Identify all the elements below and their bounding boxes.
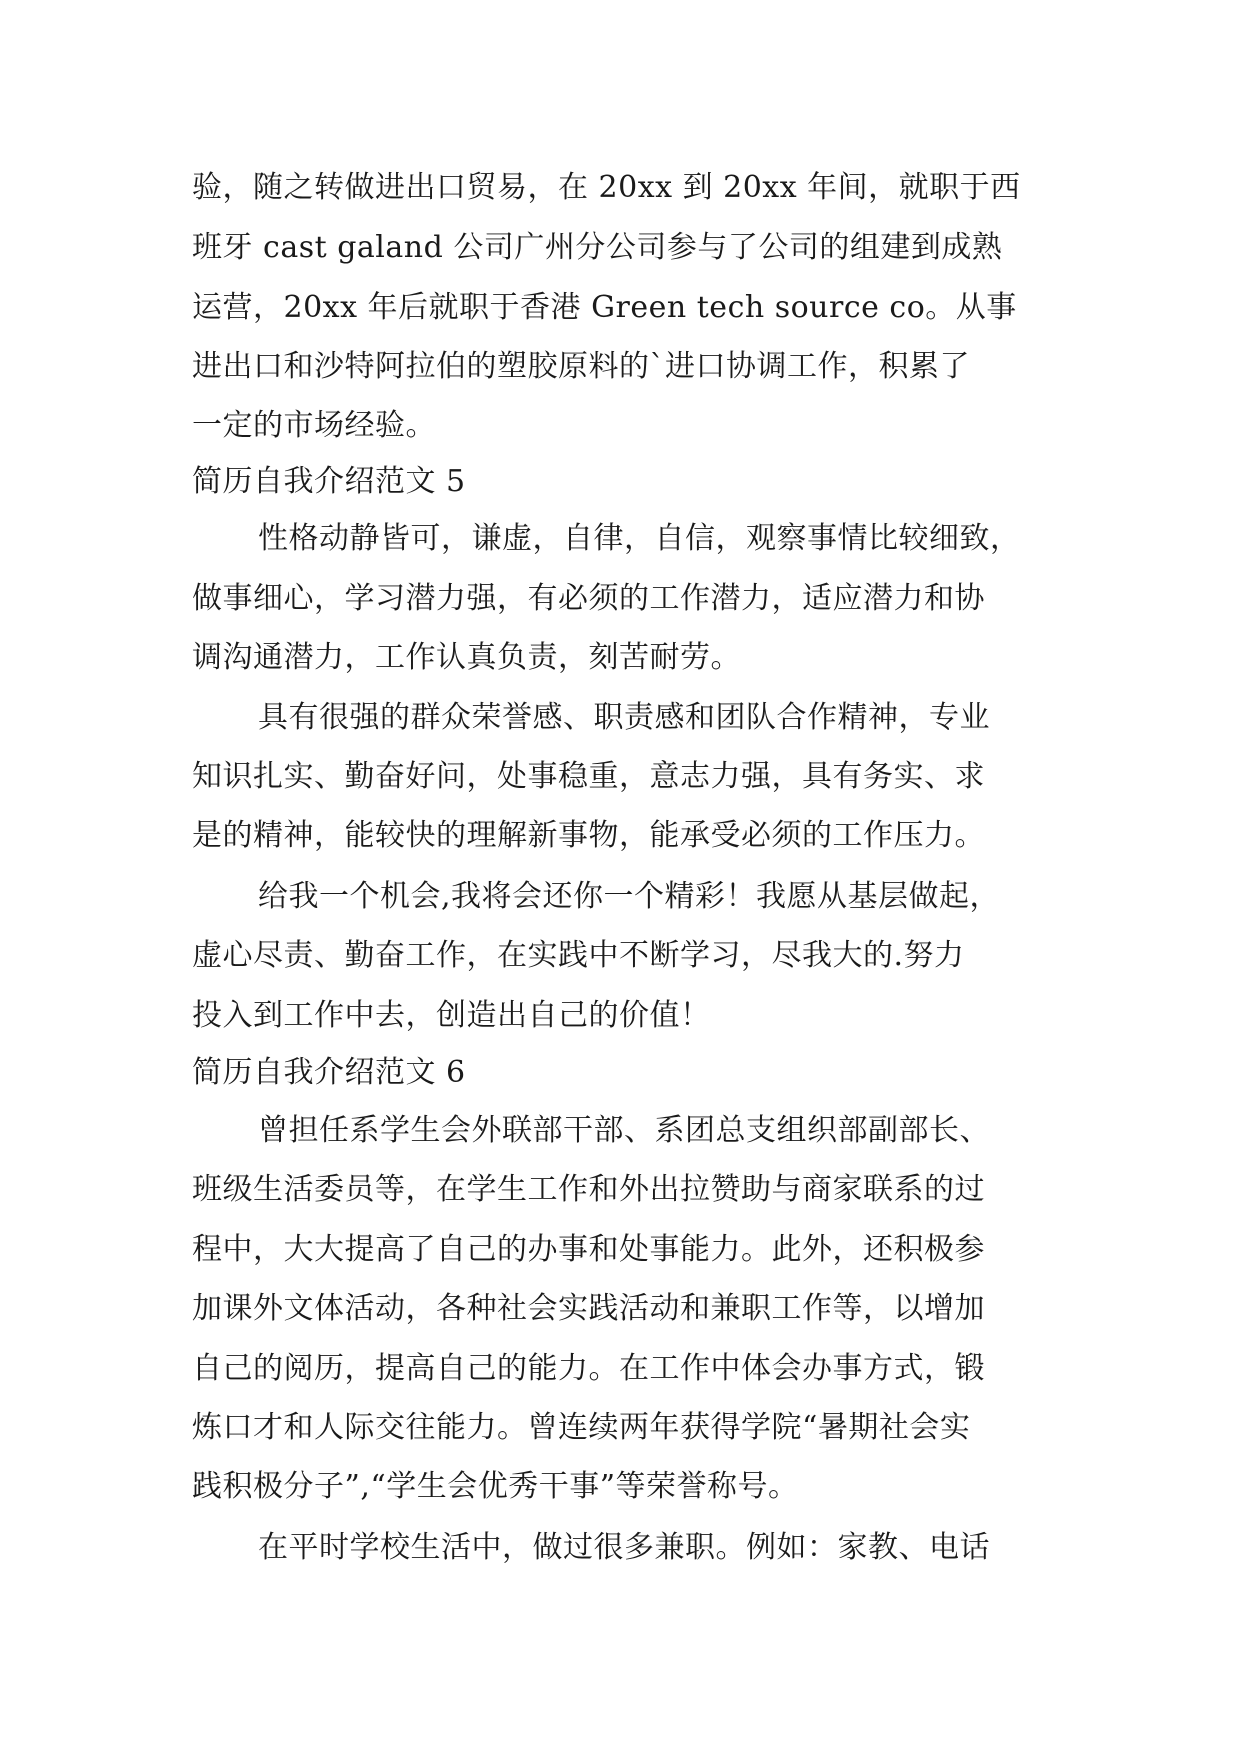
paragraph-line: 加课外文体活动，各种社会实践活动和兼职工作等，以增加: [192, 1291, 985, 1326]
paragraph-line: 运营，20xx 年后就职于香港 Green tech source co。从事: [192, 290, 1017, 325]
section-heading: 简历自我介绍范文 6: [192, 1055, 466, 1090]
paragraph-line: 验，随之转做进出口贸易，在 20xx 到 20xx 年间，就职于西: [192, 170, 1021, 205]
paragraph-line: 自己的阅历，提高自己的能力。在工作中体会办事方式，锻: [192, 1351, 985, 1386]
paragraph-line: 是的精神，能较快的理解新事物，能承受必须的工作压力。: [192, 818, 985, 853]
paragraph-line: 进出口和沙特阿拉伯的塑胶原料的`进口协调工作，积累了: [192, 349, 970, 384]
paragraph-line: 虚心尽责、勤奋工作，在实践中不断学习，尽我大的.努力: [192, 938, 965, 973]
paragraph-line: 程中，大大提高了自己的办事和处事能力。此外，还积极参: [192, 1232, 985, 1267]
paragraph-line: 一定的市场经验。: [192, 408, 436, 443]
paragraph-line: 在平时学校生活中，做过很多兼职。例如：家教、电话: [258, 1530, 990, 1565]
paragraph-line: 曾担任系学生会外联部干部、系团总支组织部副部长、: [258, 1113, 990, 1148]
paragraph-line: 投入到工作中去，创造出自己的价值！: [192, 998, 711, 1033]
paragraph-line: 调沟通潜力，工作认真负责，刻苦耐劳。: [192, 640, 741, 675]
paragraph-line: 做事细心，学习潜力强，有必须的工作潜力，适应潜力和协: [192, 581, 985, 616]
paragraph-line: 班级生活委员等，在学生工作和外出拉赞助与商家联系的过: [192, 1172, 985, 1207]
paragraph-line: 性格动静皆可，谦虚，自律，自信，观察事情比较细致，: [258, 521, 1021, 556]
paragraph-line: 践积极分子”,“学生会优秀干事”等荣誉称号。: [192, 1469, 799, 1504]
paragraph-line: 给我一个机会,我将会还你一个精彩！我愿从基层做起，: [258, 879, 1001, 914]
paragraph-line: 具有很强的群众荣誉感、职责感和团队合作精神，专业: [258, 700, 990, 735]
paragraph-line: 知识扎实、勤奋好问，处事稳重，意志力强，具有务实、求: [192, 759, 985, 794]
paragraph-line: 班牙 cast galand 公司广州分公司参与了公司的组建到成熟: [192, 230, 1003, 265]
section-heading: 简历自我介绍范文 5: [192, 464, 466, 499]
paragraph-line: 炼口才和人际交往能力。曾连续两年获得学院“暑期社会实: [192, 1410, 971, 1445]
